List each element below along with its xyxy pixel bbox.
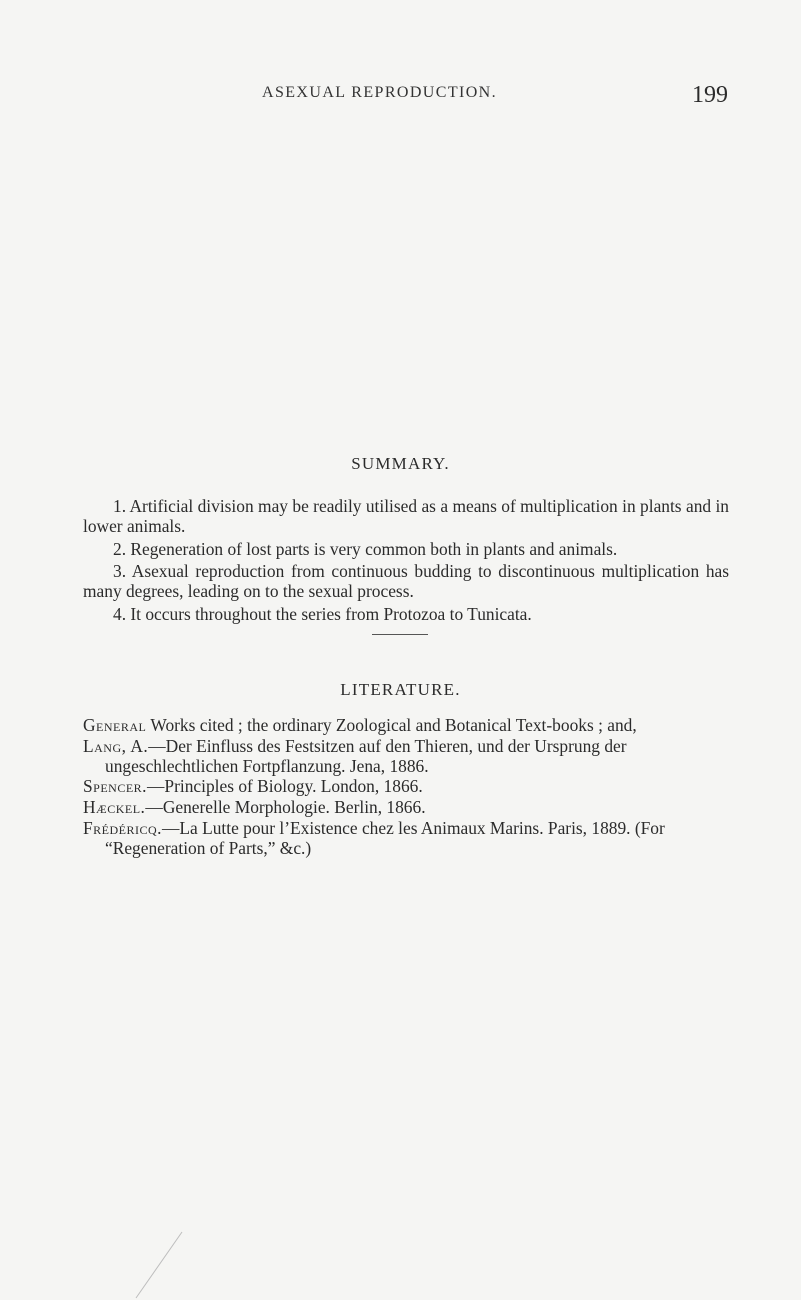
literature-entry [83,798,729,818]
section-divider [372,634,428,635]
literature-entry [83,777,729,797]
running-title: ASEXUAL REPRODUCTION. [262,84,498,101]
literature-author: Spencer. [83,776,148,797]
literature-list [83,716,729,860]
literature-author: General [83,715,147,735]
literature-author: Hæckel. [83,797,146,818]
summary-item: 1. Artificial division may be readily utilised as a means of multiplication in plants and in lower animals. [83,496,729,536]
literature-entry [83,819,729,859]
literature-entry [83,737,729,777]
literature-heading: LITERATURE. [340,680,461,699]
summary-item: 4. It occurs throughout the series from Protozoa to Tunicata. [113,603,532,624]
summary-heading: SUMMARY. [351,454,450,473]
literature-text: —La Lutte pour l’Existence chez les Animaux Marins. Paris, 1889. (For “Regeneration of Parts,” &c.) [105,817,665,858]
literature-text: —Der Einfluss des Festsitzen auf den Thieren, und der Ursprung der ungeschlechtlichen Fortpflanzung. Jena, 1886. [105,735,627,776]
literature-entry [83,716,729,736]
literature-text: —Generelle Morphologie. Berlin, 1866. [145,797,426,818]
running-head [0,82,801,112]
page-number: 199 [692,82,728,108]
literature-author: Frédéricq. [83,817,163,838]
summary-list [83,497,729,628]
literature-author: Lang, A. [83,735,149,756]
page-scan-mark [130,1230,190,1300]
summary-item: 2. Regeneration of lost parts is very common both in plants and animals. [113,538,618,559]
literature-text: —Principles of Biology. London, 1866. [147,776,423,797]
summary-item: 3. Asexual reproduction from continuous budding to discontinuous multiplication has many degrees, leading on to the sexual process. [83,561,729,602]
literature-text: Works cited ; the ordinary Zoological and Botanical Text-books ; and, [146,715,637,735]
